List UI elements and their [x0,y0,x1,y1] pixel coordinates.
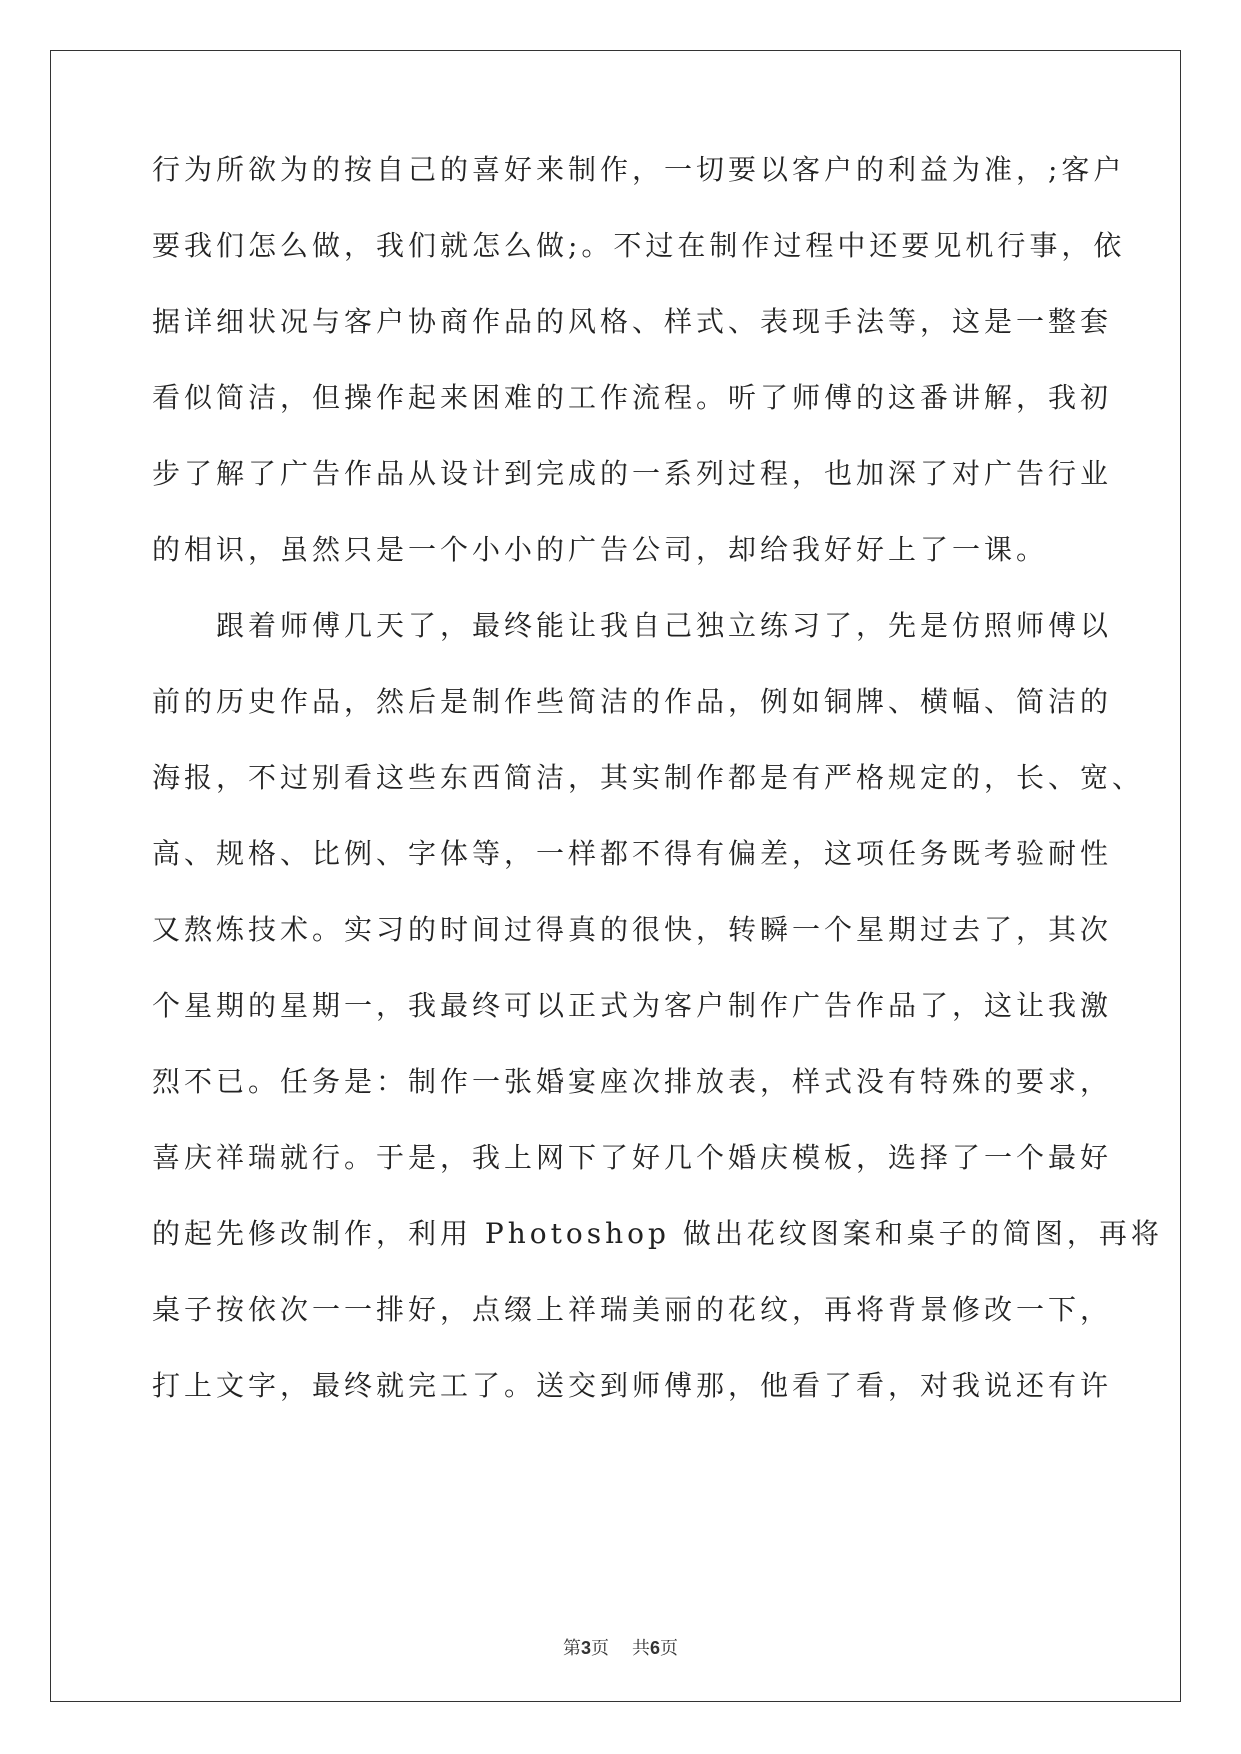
text-line-indented: 跟着师傅几天了，最终能让我自己独立练习了，先是仿照师傅以 [216,609,1113,642]
total-pages-number: 6 [649,1638,660,1658]
text-line: 据详细状况与客户协商作品的风格、样式、表现手法等，这是一整套 [152,305,1113,338]
text-line: 喜庆祥瑞就行。于是，我上网下了好几个婚庆模板，选择了一个最好 [152,1141,1113,1174]
text-line: 桌子按依次一一排好，点缀上祥瑞美丽的花纹，再将背景修改一下， [152,1293,1113,1326]
text-line: 个星期的星期一，我最终可以正式为客户制作广告作品了，这让我激 [152,989,1113,1022]
page-footer [0,1636,1241,1661]
current-page-number: 3 [581,1638,592,1658]
text-line: 的起先修改制作，利用 Photoshop 做出花纹图案和桌子的简图，再将 [152,1217,1163,1250]
text-line: 高、规格、比例、字体等，一样都不得有偏差，这项任务既考验耐性 [152,837,1113,870]
text-line: 又熬炼技术。实习的时间过得真的很快，转瞬一个星期过去了，其次 [152,913,1113,946]
text-line: 烈不已。任务是：制作一张婚宴座次排放表，样式没有特殊的要求， [152,1065,1113,1098]
text-line: 步了解了广告作品从设计到完成的一系列过程，也加深了对广告行业 [152,457,1113,490]
total-suffix: 页 [659,1638,678,1659]
text-line: 打上文字，最终就完工了。送交到师傅那，他看了看，对我说还有许 [152,1369,1113,1402]
text-line: 前的历史作品，然后是制作些简洁的作品，例如铜牌、横幅、简洁的 [152,685,1113,718]
text-line: 行为所欲为的按自己的喜好来制作，一切要以客户的利益为准，;客户 [152,153,1126,186]
text-line: 要我们怎么做，我们就怎么做;。不过在制作过程中还要见机行事，依 [152,229,1126,262]
page-suffix: 页 [591,1638,610,1659]
text-line: 海报，不过别看这些东西简洁，其实制作都是有严格规定的，长、宽、 [152,761,1145,794]
page-border [50,50,1181,1702]
text-line: 看似简洁，但操作起来困难的工作流程。听了师傅的这番讲解，我初 [152,381,1113,414]
total-prefix: 共 [631,1638,650,1659]
page-prefix: 第 [563,1638,582,1659]
text-line: 的相识，虽然只是一个小小的广告公司，却给我好好上了一课。 [152,533,1049,566]
